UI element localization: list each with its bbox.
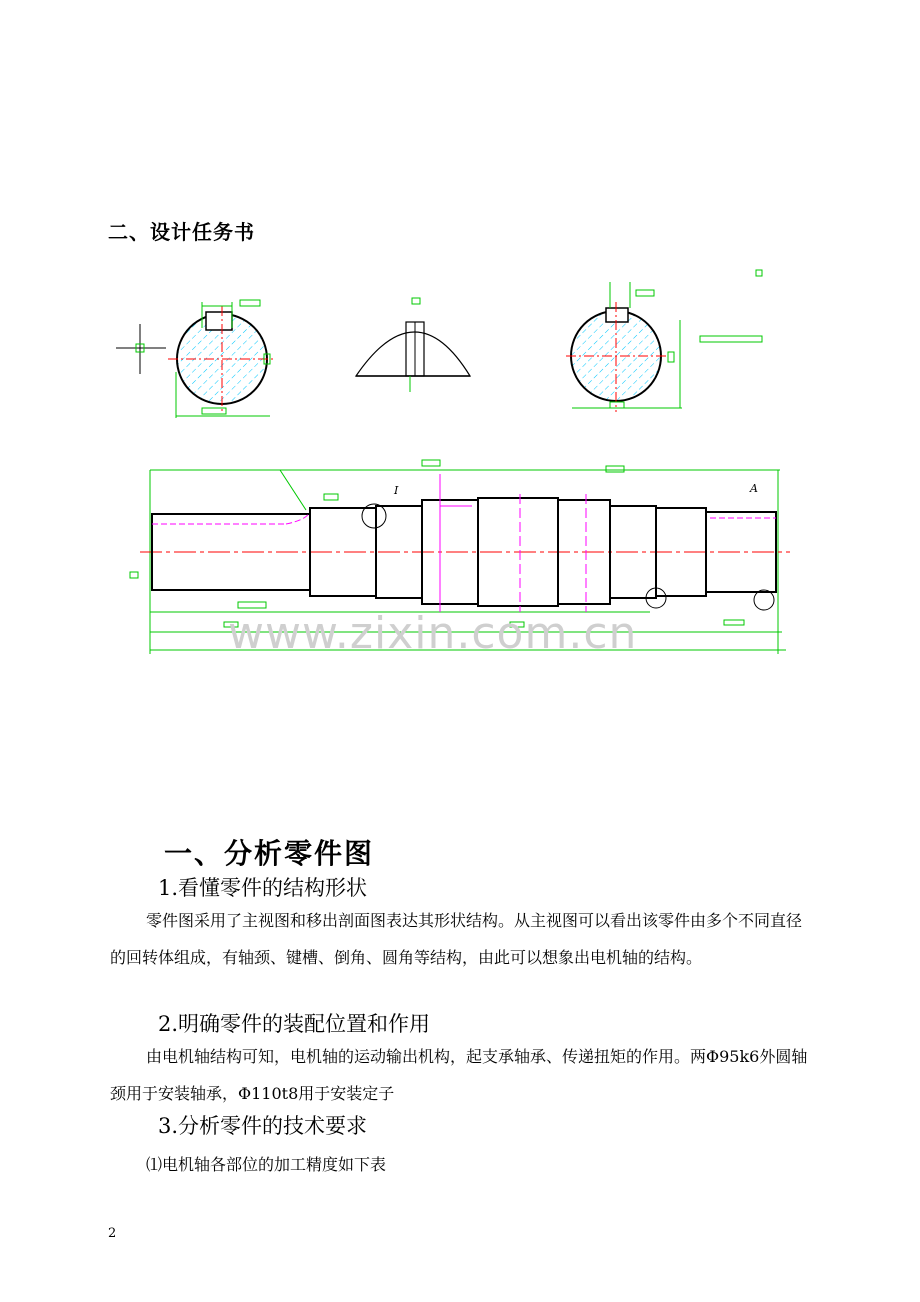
subheading-structure: 1.看懂零件的结构形状 [158, 876, 368, 900]
section-view-left [116, 300, 276, 418]
paragraph-structure-text: 零件图采用了主视图和移出剖面图表达其形状结构。从主视图可以看出该零件由多个不同直径的回转体组成，有轴颈、键槽、倒角、圆角等结构，由此可以想象出电机轴的结构。 [110, 911, 803, 967]
watermark: www.zixin.com.cn [228, 608, 638, 659]
subheading-tech-requirements: 3.分析零件的技术要求 [158, 1114, 368, 1138]
view-mark-i: I [394, 484, 399, 497]
subheading-assembly: 2.明确零件的装配位置和作用 [158, 1012, 431, 1036]
view-mark-a: A [750, 482, 758, 495]
section-title: 二、设计任务书 [108, 220, 255, 244]
paragraph-assembly-text: 由电机轴结构可知，电机轴的运动输出机构，起支承轴承、传递扭矩的作用。两Φ95k6外圆轴颈用于安装轴承，Φ110t8用于安装定子 [110, 1047, 808, 1103]
main-heading: 一、分析零件图 [164, 837, 375, 870]
list-item-precision: ⑴电机轴各部位的加工精度如下表 [146, 1155, 387, 1174]
section-view-right [566, 270, 762, 412]
key-profile-view [356, 298, 470, 392]
paragraph-assembly [110, 1038, 815, 1112]
page-number: 2 [108, 1226, 117, 1241]
paragraph-structure [110, 902, 815, 976]
